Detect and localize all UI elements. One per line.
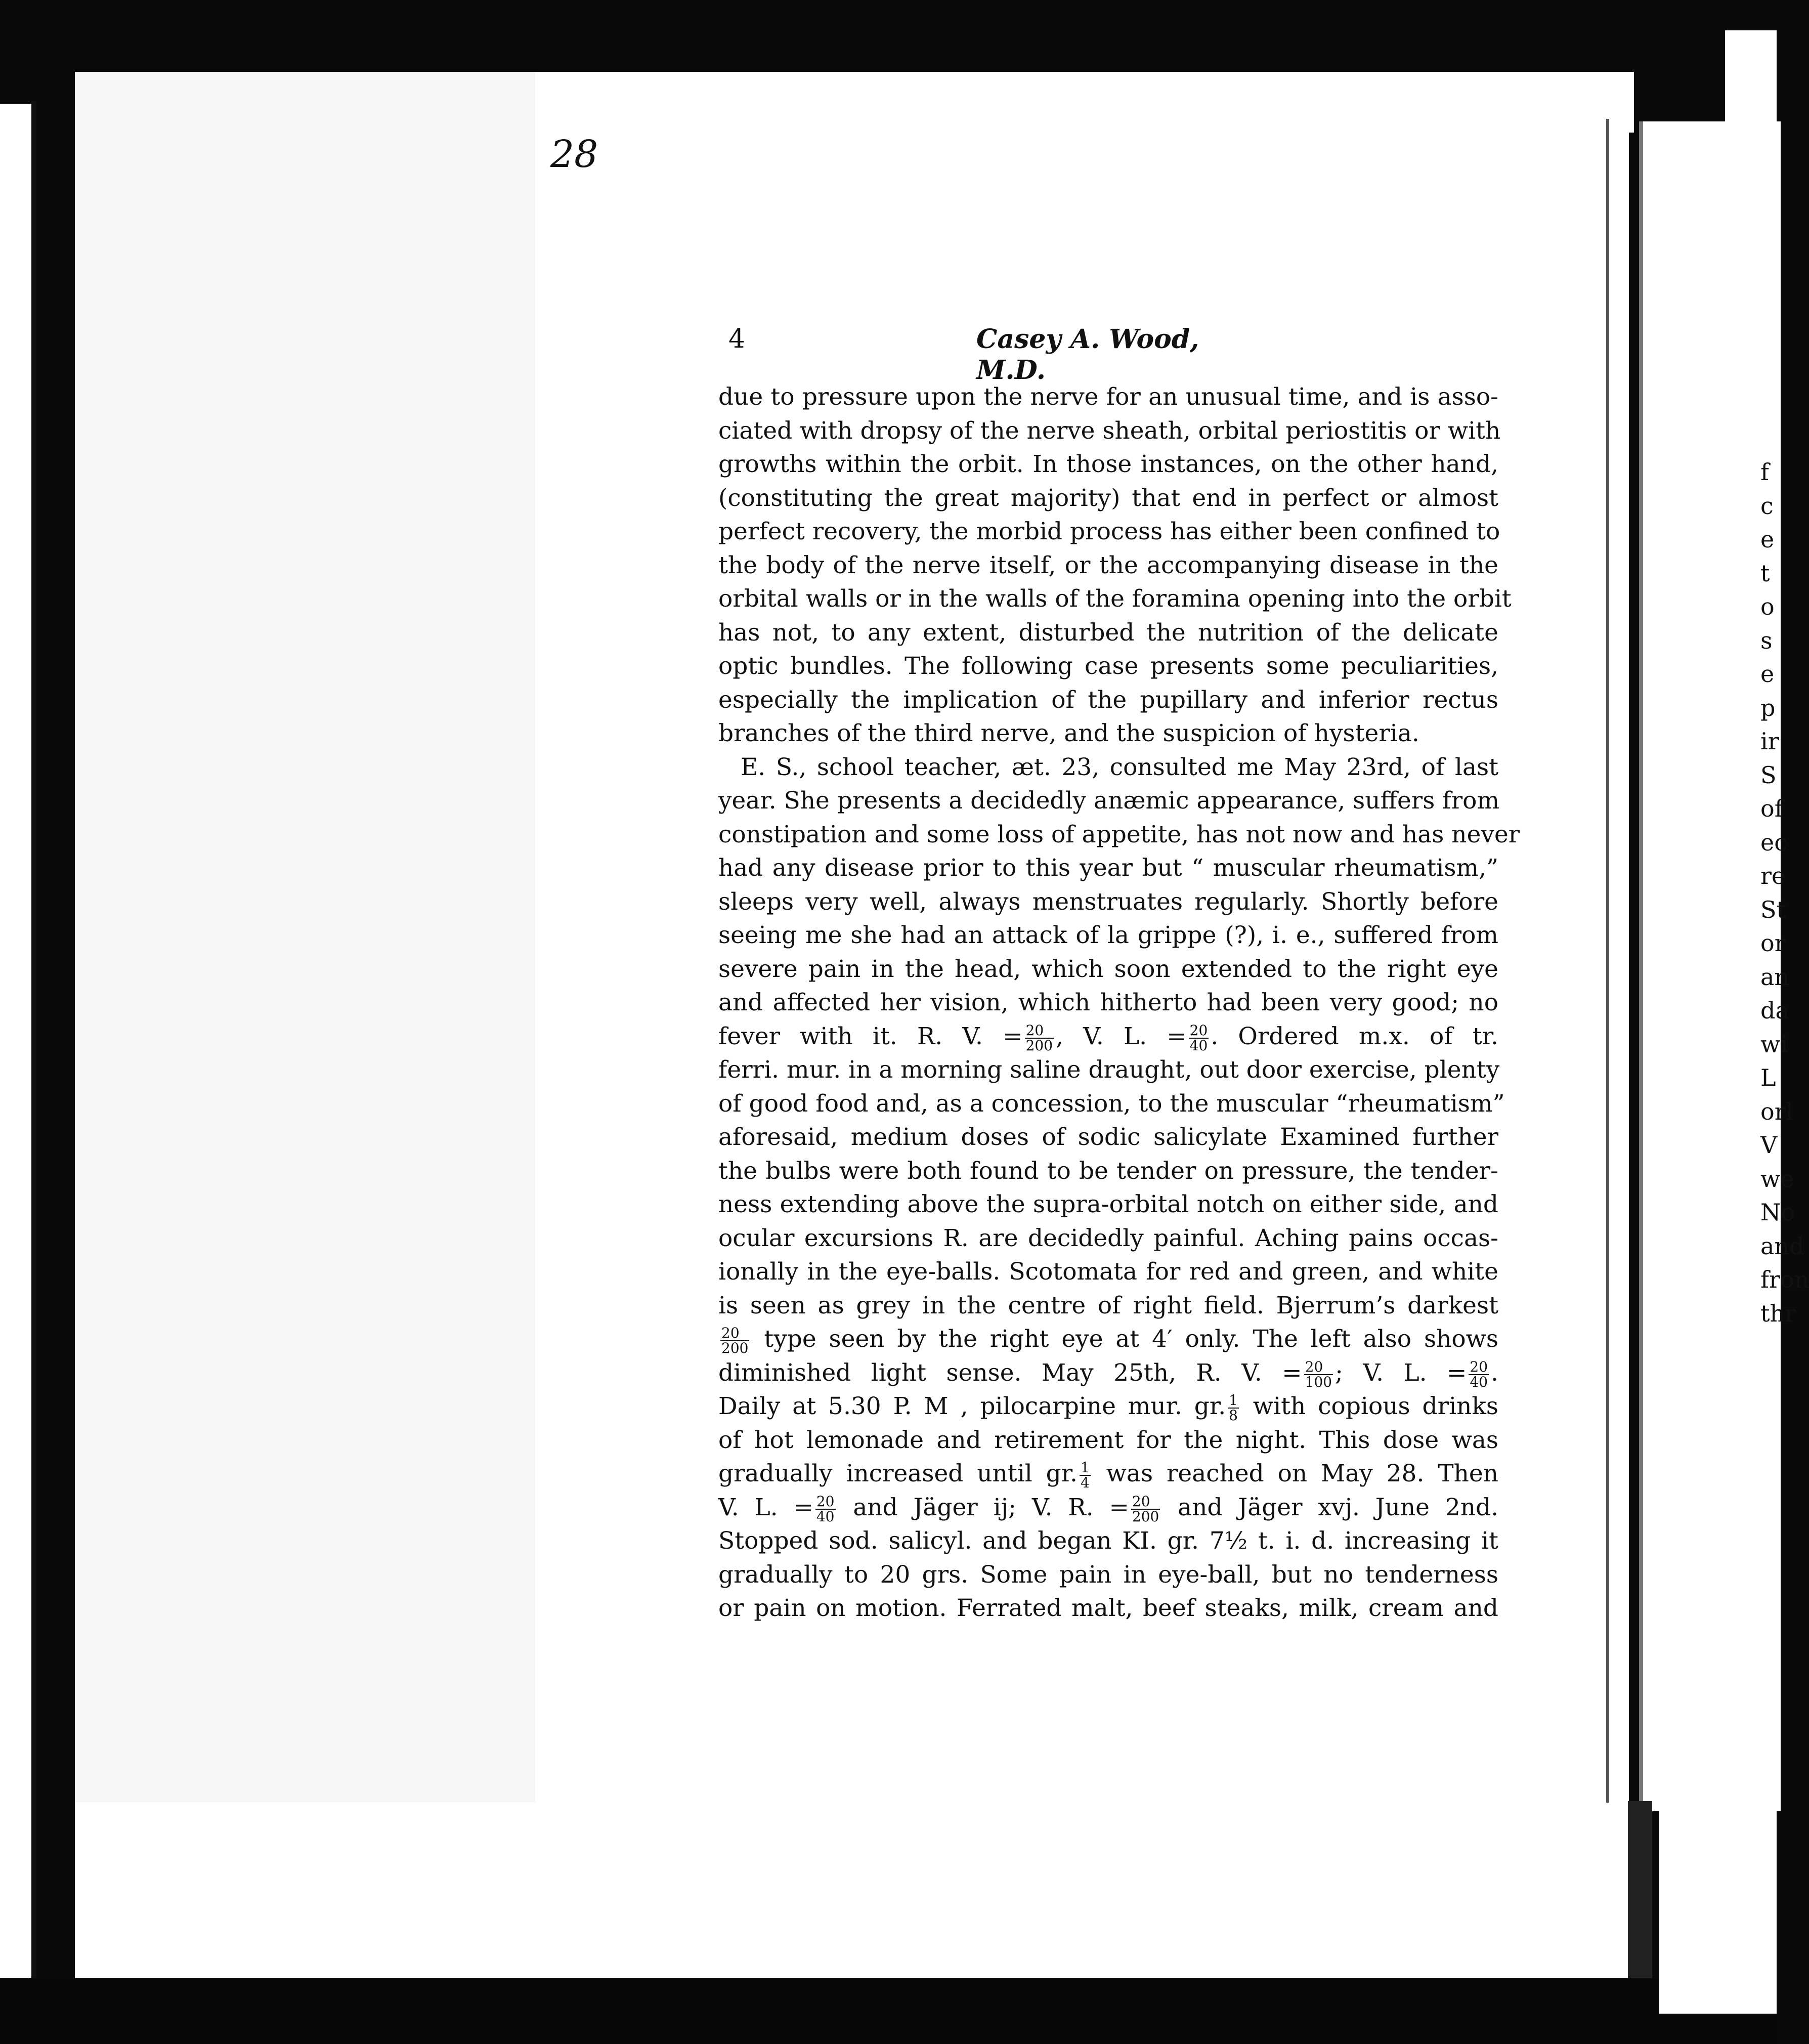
text-line: severe pain in the head, which soon extended to the right eye — [718, 955, 1498, 983]
body-text — [718, 380, 1520, 1626]
text-line: the bulbs were both found to be tender on pressure, the tender- — [718, 1157, 1498, 1185]
fragment: e — [1760, 660, 1775, 688]
fragment: wi — [1760, 1030, 1788, 1058]
text-line: ness extending above the supra-orbital notch on either side, and — [718, 1190, 1498, 1218]
folio-number: 4 — [728, 324, 746, 354]
text-line: due to pressure upon the nerve for an unusual time, and is asso- — [718, 383, 1498, 411]
fragment: thr — [1760, 1299, 1796, 1327]
fragment: p — [1760, 694, 1776, 721]
fragment: an — [1760, 963, 1790, 991]
text-line-visual-acuity — [718, 1020, 1498, 1054]
fragment: or — [1760, 929, 1786, 957]
text-segment: Daily at 5.30 P. M , pilocarpine mur. gr. — [718, 1392, 1226, 1420]
fragment: of — [1760, 795, 1783, 822]
fragment: e — [1760, 526, 1775, 553]
text-segment: . — [1491, 1358, 1498, 1387]
running-header — [728, 324, 1275, 386]
fraction: $\frac{20}{40}$ — [1470, 1358, 1488, 1390]
text-segment: V. L. = — [718, 1493, 813, 1521]
binding-spine — [1628, 1801, 1652, 1983]
text-line: seeing me she had an attack of la grippe (?), i. e., suffered from — [718, 921, 1498, 949]
text-segment: , V. L. = — [1056, 1022, 1187, 1050]
fraction: $\frac{20}{200}$ — [1025, 1021, 1053, 1054]
text-line: optic bundles. The following case presents some peculiarities, — [718, 652, 1498, 680]
text-line: had any disease prior to this year but “ muscular rheumatism,” — [718, 854, 1498, 882]
text-line: the body of the nerve itself, or the accompanying disease in the — [718, 551, 1498, 579]
text-line: is seen as grey in the centre of right field. Bjerrum’s darkest — [718, 1291, 1498, 1319]
text-line-dose — [718, 1390, 1498, 1424]
text-line: (constituting the great majority) that end in perfect or almost — [718, 484, 1498, 512]
text-line-visual-acuity — [718, 1491, 1498, 1525]
text-segment: with copious drinks — [1240, 1392, 1498, 1420]
fragment: fron — [1760, 1266, 1809, 1293]
next-page-fragments — [1760, 455, 1809, 1330]
fraction: $\frac{1}{8}$ — [1229, 1392, 1238, 1424]
fragment: s — [1760, 626, 1773, 654]
fraction: $\frac{20}{40}$ — [816, 1493, 835, 1525]
text-line-visual-acuity — [718, 1356, 1498, 1390]
fragment: orl — [1760, 1097, 1793, 1125]
text-line: of good food and, as a concession, to the muscular “rheumatism” — [718, 1089, 1505, 1118]
text-segment: ; V. L. = — [1335, 1358, 1467, 1387]
fragment: we — [1760, 1165, 1794, 1193]
text-segment: and Jäger xvj. June 2nd. — [1162, 1493, 1499, 1521]
text-segment: . Ordered m.x. of tr. — [1211, 1022, 1498, 1050]
text-line: year. She presents a decidedly anæmic appearance, suffers from — [718, 787, 1500, 815]
fragment: t — [1760, 559, 1770, 587]
fragment: ec — [1760, 828, 1787, 856]
text-line: E. S., school teacher, æt. 23, consulted me May 23rd, of last — [741, 753, 1498, 781]
fragment: V — [1760, 1131, 1778, 1159]
text-line: branches of the third nerve, and the suspicion of hysteria. — [718, 719, 1419, 747]
fragment: re — [1760, 862, 1786, 889]
text-segment: diminished light sense. May 25th, R. V. = — [718, 1358, 1302, 1387]
bottom-scan-border — [0, 1978, 1777, 2044]
text-line: sleeps very well, always menstruates regularly. Shortly before — [718, 887, 1498, 916]
text-line: of hot lemonade and retirement for the night. This dose was — [718, 1426, 1498, 1454]
text-line: ferri. mur. in a morning saline draught, out door exercise, plenty — [718, 1056, 1500, 1084]
text-segment: and Jäger ij; V. R. = — [837, 1493, 1129, 1521]
fragment: and — [1760, 1232, 1804, 1260]
fragment: ir — [1760, 728, 1779, 755]
fragment: c — [1760, 492, 1774, 520]
text-segment: fever with it. R. V. = — [718, 1022, 1023, 1050]
fragment: f — [1760, 458, 1770, 486]
text-segment: was reached on May 28. Then — [1092, 1460, 1498, 1487]
text-line: especially the implication of the pupillary and inferior rectus — [718, 686, 1498, 714]
text-line: perfect recovery, the morbid process has either been confined to — [718, 518, 1500, 545]
text-segment: type seen by the right eye at 4′ only. The left also shows — [751, 1325, 1498, 1353]
fraction: $\frac{1}{4}$ — [1080, 1459, 1090, 1491]
text-segment: gradually increased until gr. — [718, 1460, 1078, 1487]
fragment: da — [1760, 997, 1789, 1024]
text-line: aforesaid, medium doses of sodic salicylate Examined further — [718, 1123, 1498, 1151]
text-line: orbital walls or in the walls of the foramina opening into the orbit — [718, 585, 1512, 613]
text-line: Stopped sod. salicyl. and began KI. gr. 7½ t. i. d. increasing it — [718, 1527, 1498, 1555]
running-title: Casey A. Wood, M.D. — [976, 324, 1199, 386]
fragment: No — [1760, 1199, 1795, 1226]
text-line-type — [718, 1323, 1498, 1356]
left-page-shadow — [31, 101, 36, 1996]
right-lower-edge — [1659, 1811, 1777, 2014]
text-line: ionally in the eye-balls. Scotomata for red and green, and white — [718, 1258, 1498, 1286]
fragment: o — [1760, 593, 1775, 620]
left-page-edge — [0, 104, 31, 1998]
fragment: S — [1760, 761, 1777, 789]
text-line: constipation and some loss of appetite, has not now and has never — [718, 820, 1520, 848]
fraction: $\frac{20}{200}$ — [721, 1325, 749, 1356]
fraction: $\frac{20}{200}$ — [1132, 1493, 1159, 1525]
text-line-dose — [718, 1457, 1498, 1491]
handwritten-page-number: 28 — [550, 133, 598, 176]
text-line: or pain on motion. Ferrated malt, beef steaks, milk, cream and — [718, 1594, 1498, 1622]
backing-sheet-shade — [75, 72, 535, 1802]
fraction: $\frac{20}{100}$ — [1305, 1358, 1332, 1390]
text-line: ocular excursions R. are decidedly painful. Aching pains occas- — [718, 1224, 1498, 1252]
text-line: growths within the orbit. In those instances, on the other hand, — [718, 450, 1498, 478]
fraction: $\frac{20}{40}$ — [1189, 1021, 1208, 1054]
text-line: has not, to any extent, disturbed the nutrition of the delicate — [718, 618, 1498, 647]
text-line: and affected her vision, which hitherto had been very good; no — [718, 989, 1498, 1016]
fragment: L — [1760, 1064, 1776, 1091]
text-line: gradually to 20 grs. Some pain in eye-ball, but no tenderness — [718, 1560, 1498, 1589]
text-line: ciated with dropsy of the nerve sheath, orbital periostitis or with — [718, 416, 1501, 445]
fragment: St — [1760, 896, 1786, 923]
